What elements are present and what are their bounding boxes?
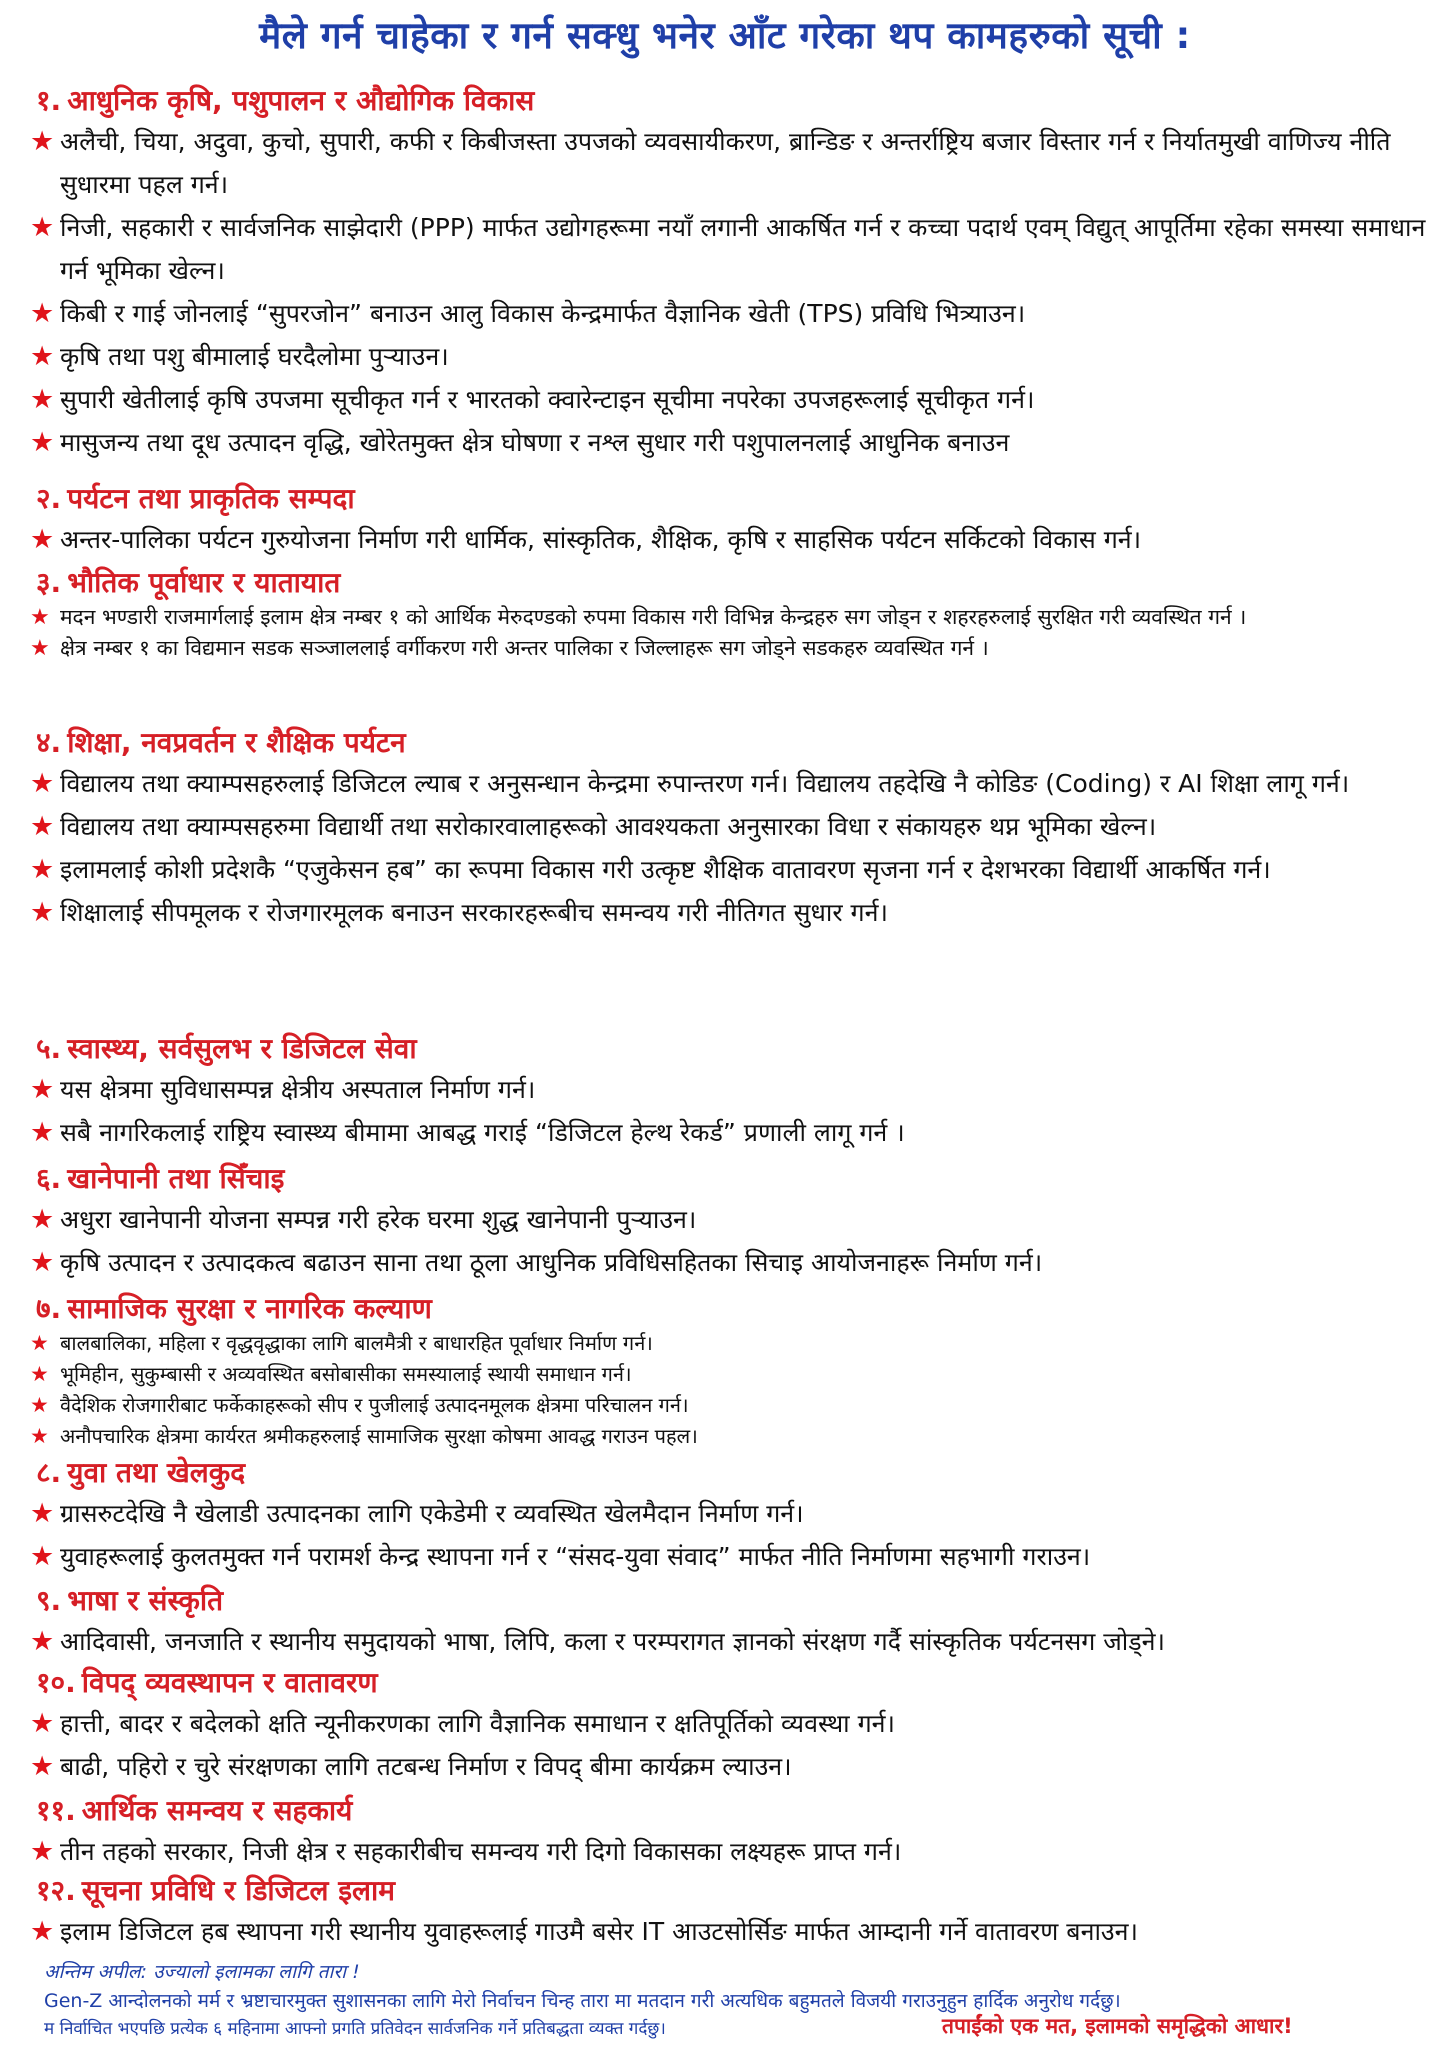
list-item bbox=[30, 1620, 1430, 1663]
star-icon: ★ bbox=[30, 636, 50, 661]
list-item bbox=[30, 518, 1430, 561]
section-heading bbox=[30, 1454, 1430, 1492]
section-economic-coordination bbox=[30, 1792, 1430, 1873]
section-heading-text: भौतिक पूर्वाधार र यातायात bbox=[67, 566, 341, 599]
section-heading-text: सामाजिक सुरक्षा र नागरिक कल्याण bbox=[67, 1292, 432, 1325]
section-heading bbox=[30, 1792, 1430, 1830]
star-icon: ★ bbox=[30, 1204, 55, 1235]
list-item bbox=[30, 1359, 1430, 1390]
item-text: अलैची, चिया, अदुवा, कुचो, सुपारी, कफी र किबीजस्ता उपजको व्यवसायीकरण, ब्रान्डिङ र अन्तर्राष्ट्रिय बजार विस्तार गर्न र निर्यातमुखी वाणिज्य नीति सुधारमा पहल गर्न। bbox=[60, 127, 1391, 199]
section-number: १२. bbox=[36, 1874, 76, 1907]
list-item bbox=[30, 1492, 1430, 1535]
section-heading bbox=[30, 724, 1430, 762]
item-text: विद्यालय तथा क्याम्पसहरुमा विद्यार्थी तथा सरोकारवालाहरूको आवश्यकता अनुसारका विधा र संकायहरु थप्न भूमिका खेल्न। bbox=[60, 812, 1157, 841]
section-water bbox=[30, 1160, 1430, 1284]
section-heading bbox=[30, 1030, 1430, 1068]
item-text: तीन तहको सरकार, निजी क्षेत्र र सहकारीबीच समन्वय गरी दिगो विकासका लक्ष्यहरू प्राप्त गर्न। bbox=[60, 1837, 902, 1866]
section-digital-ilam bbox=[30, 1872, 1430, 1953]
star-icon: ★ bbox=[30, 897, 55, 928]
section-infrastructure bbox=[30, 564, 1430, 664]
item-text: शिक्षालाई सीपमूलक र रोजगारमूलक बनाउन सरकारहरूबीच समन्वय गरी नीतिगत सुधार गर्न। bbox=[60, 898, 888, 927]
list-item bbox=[30, 602, 1430, 633]
item-text: आदिवासी, जनजाति र स्थानीय समुदायको भाषा, लिपि, कला र परम्परागत ज्ञानको संरक्षण गर्दै सांस्कृतिक पर्यटनसग जोड्ने। bbox=[60, 1627, 1165, 1656]
star-icon: ★ bbox=[30, 1393, 49, 1417]
star-icon: ★ bbox=[30, 427, 55, 458]
item-text: मासुजन्य तथा दूध उत्पादन वृद्धि, खोरेतमुक्त क्षेत्र घोषणा र नश्ल सुधार गरी पशुपालनलाई आधुनिक बनाउन bbox=[60, 428, 1010, 457]
star-icon: ★ bbox=[30, 854, 55, 885]
list-item bbox=[30, 378, 1430, 421]
item-text: क्षेत्र नम्बर १ का विद्यमान सडक सञ्जाललाई वर्गीकरण गरी अन्तर पालिका र जिल्लाहरू सग जोड्ने सडकहरु व्यवस्थित गर्न । bbox=[60, 636, 989, 660]
star-icon: ★ bbox=[30, 811, 55, 842]
item-text: भूमिहीन, सुकुम्बासी र अव्यवस्थित बसोबासीका समस्यालाई स्थायी समाधान गर्न। bbox=[60, 1362, 632, 1386]
section-number: २. bbox=[36, 482, 62, 515]
star-icon: ★ bbox=[30, 1424, 49, 1448]
footer-slogan: तपाईंको एक मत, इलामको समृद्धिको आधार! bbox=[942, 2014, 1293, 2038]
star-icon: ★ bbox=[30, 1117, 55, 1148]
section-education bbox=[30, 724, 1430, 934]
list-item bbox=[30, 421, 1430, 464]
star-icon: ★ bbox=[30, 1074, 55, 1105]
list-item bbox=[30, 1241, 1430, 1284]
section-youth-sports bbox=[30, 1454, 1430, 1578]
list-item bbox=[30, 762, 1430, 805]
list-item bbox=[30, 206, 1430, 292]
star-icon: ★ bbox=[30, 212, 55, 243]
list-item bbox=[30, 1830, 1430, 1873]
section-number: ८. bbox=[36, 1456, 62, 1489]
star-icon: ★ bbox=[30, 1541, 55, 1572]
section-heading bbox=[30, 1872, 1430, 1910]
section-number: ९. bbox=[36, 1584, 62, 1617]
list-item bbox=[30, 1390, 1430, 1421]
item-text: बालबालिका, महिला र वृद्धवृद्धाका लागि बालमैत्री र बाधारहित पूर्वाधार निर्माण गर्न। bbox=[60, 1331, 653, 1355]
section-number: ३. bbox=[36, 566, 62, 599]
section-tourism bbox=[30, 480, 1430, 561]
item-text: मदन भण्डारी राजमार्गलाई इलाम क्षेत्र नम्बर १ को आर्थिक मेरुदण्डको रुपमा विकास गरी विभिन्न केन्द्रहरु सग जोड्न र शहरहरुलाई सुरक्षित गरी व्यवस्थित गर्न । bbox=[60, 605, 1247, 629]
section-number: ५. bbox=[36, 1032, 62, 1065]
section-heading-text: पर्यटन तथा प्राकृतिक सम्पदा bbox=[67, 482, 355, 515]
section-heading-text: भाषा र संस्कृति bbox=[67, 1584, 224, 1617]
section-heading bbox=[30, 480, 1430, 518]
section-heading-text: स्वास्थ्य, सर्वसुलभ र डिजिटल सेवा bbox=[67, 1032, 417, 1065]
item-text: विद्यालय तथा क्याम्पसहरुलाई डिजिटल ल्याब र अनुसन्धान केन्द्रमा रुपान्तरण गर्न। विद्यालय तहदेखि नै कोडिङ (Coding) र AI शिक्षा लागू गर्न। bbox=[60, 769, 1350, 798]
star-icon: ★ bbox=[30, 298, 55, 329]
footer-request: Gen-Z आन्दोलनको मर्म र भ्रष्टाचारमुक्त सुशासनका लागि मेरो निर्वाचन चिन्ह तारा मा मतदान गरी अत्यधिक बहुमतले विजयी गराउनुहुन हार्दिक अनुरोध गर्दछु। bbox=[44, 1990, 1121, 2012]
item-text: बाढी, पहिरो र चुरे संरक्षणका लागि तटबन्ध निर्माण र विपद् बीमा कार्यक्रम ल्याउन। bbox=[60, 1752, 792, 1781]
list-item bbox=[30, 805, 1430, 848]
star-icon: ★ bbox=[30, 524, 55, 555]
section-heading bbox=[30, 1664, 1430, 1702]
item-text: कृषि उत्पादन र उत्पादकत्व बढाउन साना तथा ठूला आधुनिक प्रविधिसहितका सिचाइ आयोजनाहरू निर्माण गर्न। bbox=[60, 1248, 1043, 1277]
star-icon: ★ bbox=[30, 1751, 55, 1782]
list-item bbox=[30, 1198, 1430, 1241]
item-text: इलाम डिजिटल हब स्थापना गरी स्थानीय युवाहरूलाई गाउमै बसेर IT आउटसोर्सिङ मार्फत आम्दानी गर्ने वातावरण बनाउन। bbox=[60, 1917, 1138, 1946]
section-number: ४. bbox=[36, 726, 62, 759]
star-icon: ★ bbox=[30, 768, 55, 799]
star-icon: ★ bbox=[30, 1247, 55, 1278]
list-item bbox=[30, 1111, 1430, 1154]
section-heading bbox=[30, 1582, 1430, 1620]
item-text: ग्रासरुटदेखि नै खेलाडी उत्पादनका लागि एकेडेमी र व्यवस्थित खेलमैदान निर्माण गर्न। bbox=[60, 1499, 804, 1528]
star-icon: ★ bbox=[30, 1331, 49, 1355]
item-text: अधुरा खानेपानी योजना सम्पन्न गरी हरेक घरमा शुद्ध खानेपानी पुर्‍याउन। bbox=[60, 1205, 697, 1234]
item-text: निजी, सहकारी र सार्वजनिक साझेदारी (PPP) मार्फत उद्योगहरूमा नयाँ लगानी आकर्षित गर्न र कच्चा पदार्थ एवम् विद्युत् आपूर्तिमा रहेका समस्या समाधान गर्न भूमिका खेल्न। bbox=[60, 213, 1426, 285]
list-item bbox=[30, 1702, 1430, 1745]
star-icon: ★ bbox=[30, 126, 55, 157]
list-item bbox=[30, 292, 1430, 335]
item-text: हात्ती, बादर र बदेलको क्षति न्यूनीकरणका लागि वैज्ञानिक समाधान र क्षतिपूर्तिको व्यवस्था गर्न। bbox=[60, 1709, 896, 1738]
section-heading-text: विपद् व्यवस्थापन र वातावरण bbox=[81, 1666, 378, 1699]
footer-commitment: म निर्वाचित भएपछि प्रत्येक ६ महिनामा आफ्नो प्रगति प्रतिवेदन सार्वजनिक गर्ने प्रतिबद्धता व्यक्त गर्दछु। bbox=[44, 2019, 666, 2039]
list-item bbox=[30, 1328, 1430, 1359]
list-item bbox=[30, 120, 1430, 206]
item-text: अनौपचारिक क्षेत्रमा कार्यरत श्रमीकहरुलाई सामाजिक सुरक्षा कोषमा आवद्ध गराउन पहल। bbox=[60, 1424, 698, 1448]
item-text: अन्तर-पालिका पर्यटन गुरुयोजना निर्माण गरी धार्मिक, सांस्कृतिक, शैक्षिक, कृषि र साहसिक पर्यटन सर्किटको विकास गर्न। bbox=[60, 525, 1142, 554]
final-appeal: अन्तिम अपील: उज्यालो इलामका लागि तारा ! bbox=[44, 1961, 360, 1983]
section-number: ६. bbox=[36, 1162, 62, 1195]
item-text: कृषि तथा पशु बीमालाई घरदैलोमा पुर्‍याउन। bbox=[60, 342, 449, 371]
item-text: युवाहरूलाई कुलतमुक्त गर्न परामर्श केन्द्र स्थापना गर्न र “संसद-युवा संवाद” मार्फत नीति निर्माणमा सहभागी गराउन। bbox=[60, 1542, 1091, 1571]
section-heading bbox=[30, 82, 1430, 120]
list-item bbox=[30, 1421, 1430, 1452]
item-text: यस क्षेत्रमा सुविधासम्पन्न क्षेत्रीय अस्पताल निर्माण गर्न। bbox=[60, 1075, 536, 1104]
section-heading-text: शिक्षा, नवप्रवर्तन र शैक्षिक पर्यटन bbox=[67, 726, 406, 759]
list-item bbox=[30, 1745, 1430, 1788]
section-number: ७. bbox=[36, 1292, 62, 1325]
star-icon: ★ bbox=[30, 1626, 55, 1657]
star-icon: ★ bbox=[30, 605, 50, 630]
star-icon: ★ bbox=[30, 1916, 55, 1947]
section-language-culture bbox=[30, 1582, 1430, 1663]
section-number: १०. bbox=[36, 1666, 76, 1699]
section-heading bbox=[30, 564, 1430, 602]
section-heading-text: सूचना प्रविधि र डिजिटल इलाम bbox=[81, 1874, 396, 1907]
section-heading-text: खानेपानी तथा सिँचाइ bbox=[67, 1162, 285, 1195]
list-item bbox=[30, 1910, 1430, 1953]
list-item bbox=[30, 848, 1430, 891]
item-text: किबी र गाई जोनलाई “सुपरजोन” बनाउन आलु विकास केन्द्रमार्फत वैज्ञानिक खेती (TPS) प्रविधि भित्र्याउन। bbox=[60, 299, 1026, 328]
section-heading-text: आर्थिक समन्वय र सहकार्य bbox=[81, 1794, 353, 1827]
section-heading bbox=[30, 1160, 1430, 1198]
section-agriculture bbox=[30, 82, 1430, 464]
star-icon: ★ bbox=[30, 1362, 49, 1386]
item-text: सबै नागरिकलाई राष्ट्रिय स्वास्थ्य बीमामा आबद्ध गराई “डिजिटल हेल्थ रेकर्ड” प्रणाली लागू गर्न । bbox=[60, 1118, 905, 1147]
section-number: ११. bbox=[36, 1794, 76, 1827]
star-icon: ★ bbox=[30, 384, 55, 415]
item-text: सुपारी खेतीलाई कृषि उपजमा सूचीकृत गर्न र भारतको क्वारेन्टाइन सूचीमा नपरेका उपजहरूलाई सूचीकृत गर्न। bbox=[60, 385, 1035, 414]
star-icon: ★ bbox=[30, 1708, 55, 1739]
item-text: इलामलाई कोशी प्रदेशकै “एजुकेसन हब” का रूपमा विकास गरी उत्कृष्ट शैक्षिक वातावरण सृजना गर्न र देशभरका विद्यार्थी आकर्षित गर्न। bbox=[60, 855, 1271, 884]
list-item bbox=[30, 891, 1430, 934]
item-text: वैदेशिक रोजगारीबाट फर्केकाहरूको सीप र पुजीलाई उत्पादनमूलक क्षेत्रमा परिचालन गर्न। bbox=[60, 1393, 689, 1417]
section-heading bbox=[30, 1290, 1430, 1328]
star-icon: ★ bbox=[30, 1836, 55, 1867]
section-heading-text: आधुनिक कृषि, पशुपालन र औद्योगिक विकास bbox=[67, 84, 535, 117]
list-item bbox=[30, 1068, 1430, 1111]
section-number: १. bbox=[36, 84, 62, 117]
section-health bbox=[30, 1030, 1430, 1154]
section-social-security bbox=[30, 1290, 1430, 1452]
star-icon: ★ bbox=[30, 1498, 55, 1529]
page-title: मैले गर्न चाहेका र गर्न सक्धु भनेर आँट गरेका थप कामहरुको सूची : bbox=[259, 14, 1191, 57]
section-disaster-environment bbox=[30, 1664, 1430, 1788]
star-icon: ★ bbox=[30, 341, 55, 372]
list-item bbox=[30, 1535, 1430, 1578]
list-item bbox=[30, 335, 1430, 378]
list-item bbox=[30, 633, 1430, 664]
section-heading-text: युवा तथा खेलकुद bbox=[67, 1456, 246, 1489]
